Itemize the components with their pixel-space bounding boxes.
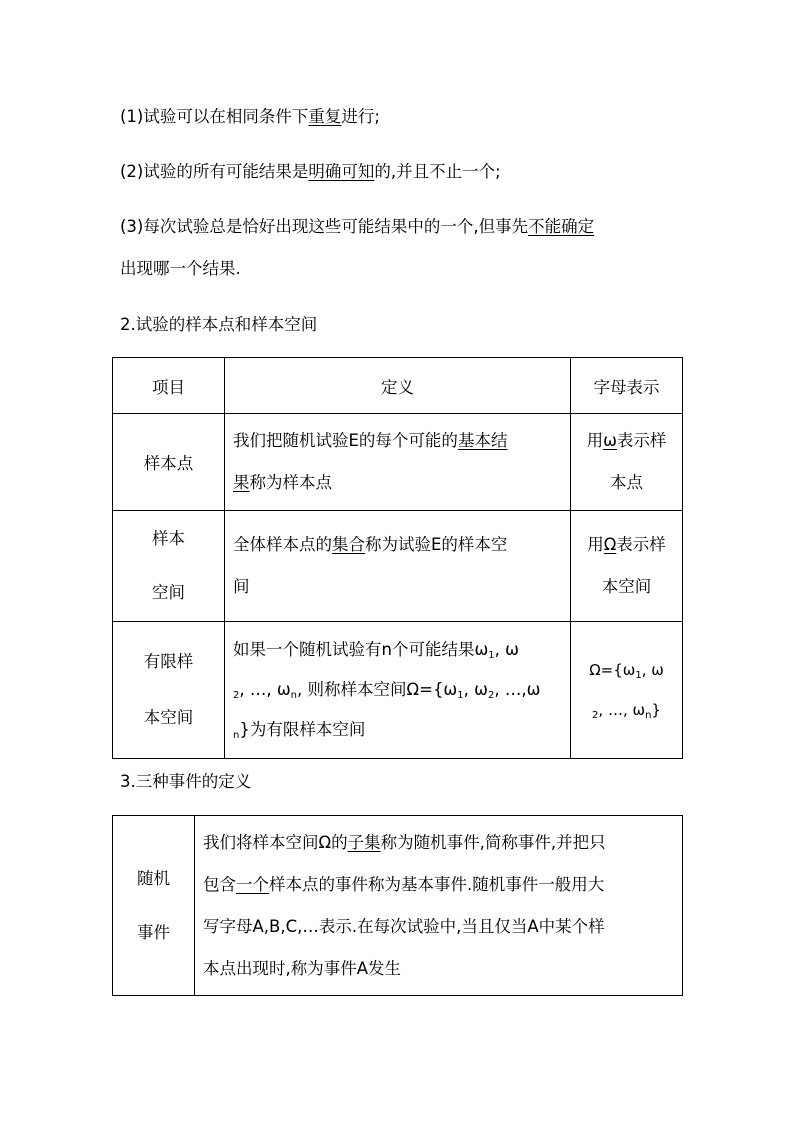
event-line1-keyword: 子集	[347, 832, 381, 852]
row2-sym-pre: 用	[587, 535, 604, 554]
row3-sym-d: }	[651, 701, 661, 719]
event-line1-post: 称为随机事件,简称事件,并把只	[380, 832, 606, 852]
table-row-finite-space	[113, 622, 683, 759]
row2-sym-post2: 本空间	[601, 577, 652, 596]
row3-def-a: 如果一个随机试验有n个可能结果ω	[233, 640, 489, 659]
sub-nb: n	[233, 730, 240, 741]
table-header-row	[113, 358, 683, 414]
row3-symbol	[571, 622, 683, 759]
event-line4: 本点出现时,称为事件A发生	[203, 958, 402, 978]
row3-def-b: , ω	[494, 640, 519, 659]
event-definition	[195, 816, 683, 996]
row3-def-c: , …, ω	[239, 680, 291, 699]
section-3-heading: 3.三种事件的定义	[120, 772, 252, 791]
row3-sym-c: , …, ω	[598, 701, 646, 719]
row3-item-line2: 本空间	[143, 708, 194, 727]
row2-def-keyword: 集合	[332, 535, 365, 554]
condition-2-keyword: 明确可知	[308, 162, 375, 181]
condition-1-end: 进行;	[341, 107, 380, 126]
row3-def-f: , …,ω	[494, 680, 541, 699]
row3-def-g: }为有限样本空间	[239, 720, 366, 739]
row2-def-end: 称为试验E的样本空	[365, 535, 508, 554]
row3-sym-b: , ω	[641, 661, 664, 679]
row2-item	[113, 511, 225, 622]
sub-n: n	[290, 690, 298, 701]
row1-sym-post: 表示样	[616, 431, 667, 450]
condition-1	[120, 105, 380, 129]
row1-def-end: 称为样本点	[249, 473, 332, 492]
row1-item: 样本点	[113, 414, 225, 511]
table-row-random-event	[113, 816, 683, 996]
row2-item-line2: 空间	[152, 583, 185, 602]
event-line2-pre: 包含	[203, 874, 236, 894]
section-2-heading: 2.试验的样本点和样本空间	[120, 315, 318, 334]
condition-3-text: (3)每次试验总是恰好出现这些可能结果中的一个,但事先	[120, 217, 529, 236]
sub-2b: 2	[487, 690, 495, 701]
condition-1-keyword: 重复	[308, 107, 342, 126]
row2-def-end2: 间	[233, 577, 250, 596]
row1-sym-post2: 本点	[610, 473, 643, 492]
row1-definition	[225, 414, 571, 511]
sub-2: 2	[233, 690, 240, 701]
condition-2-end: 的,并且不止一个;	[374, 162, 501, 181]
row3-item	[113, 622, 225, 759]
row3-def-e: , ω	[463, 680, 488, 699]
row2-item-line1: 样本	[152, 529, 185, 548]
event-item-line1: 随机	[137, 868, 170, 888]
condition-1-text: (1)试验可以在相同条件下	[120, 107, 309, 126]
sym-sub-n: n	[645, 710, 652, 721]
row3-sym-a: Ω={ω	[589, 661, 636, 679]
row1-sym-pre: 用	[586, 431, 604, 450]
header-item: 项目	[113, 358, 225, 414]
sub-1: 1	[488, 650, 495, 661]
row1-def-keyword-cont: 果	[233, 473, 250, 492]
omega-symbol: ω	[603, 431, 617, 450]
random-event-table	[112, 815, 683, 996]
row2-symbol	[571, 511, 683, 622]
condition-3	[120, 215, 594, 239]
capital-omega-symbol: Ω	[603, 535, 617, 554]
table-row-sample-space	[113, 511, 683, 622]
sub-1b: 1	[457, 690, 464, 701]
sample-space-table	[112, 357, 683, 759]
event-line1-pre: 我们将样本空间Ω的	[203, 832, 348, 852]
condition-3-continued: 出现哪一个结果.	[120, 259, 241, 278]
sym-sub-1: 1	[635, 670, 642, 681]
event-item-line2: 事件	[137, 922, 170, 942]
row1-def-keyword: 基本结	[457, 431, 508, 450]
row2-definition	[225, 511, 571, 622]
condition-2	[120, 160, 501, 184]
event-item	[113, 816, 195, 996]
event-line3: 写字母A,B,C,…表示.在每次试验中,当且仅当A中某个样	[203, 916, 605, 936]
row3-item-line1: 有限样	[143, 652, 194, 671]
row1-def-text: 我们把随机试验E的每个可能的	[233, 431, 458, 450]
condition-3-keyword: 不能确定	[528, 217, 595, 236]
row3-definition	[225, 622, 571, 759]
row1-symbol	[571, 414, 683, 511]
row3-def-d: , 则称样本空间Ω={ω	[297, 680, 458, 699]
row2-def-text: 全体样本点的	[233, 535, 332, 554]
row2-sym-post: 表示样	[616, 535, 666, 554]
condition-2-text: (2)试验的所有可能结果是	[120, 162, 309, 181]
event-line2-post: 样本点的事件称为基本事件.随机事件一般用大	[269, 874, 605, 894]
event-line2-keyword: 一个	[236, 874, 269, 894]
header-symbol: 字母表示	[571, 358, 683, 414]
sym-sub-2: 2	[592, 710, 599, 721]
header-definition: 定义	[225, 358, 571, 414]
table-row-sample-point	[113, 414, 683, 511]
